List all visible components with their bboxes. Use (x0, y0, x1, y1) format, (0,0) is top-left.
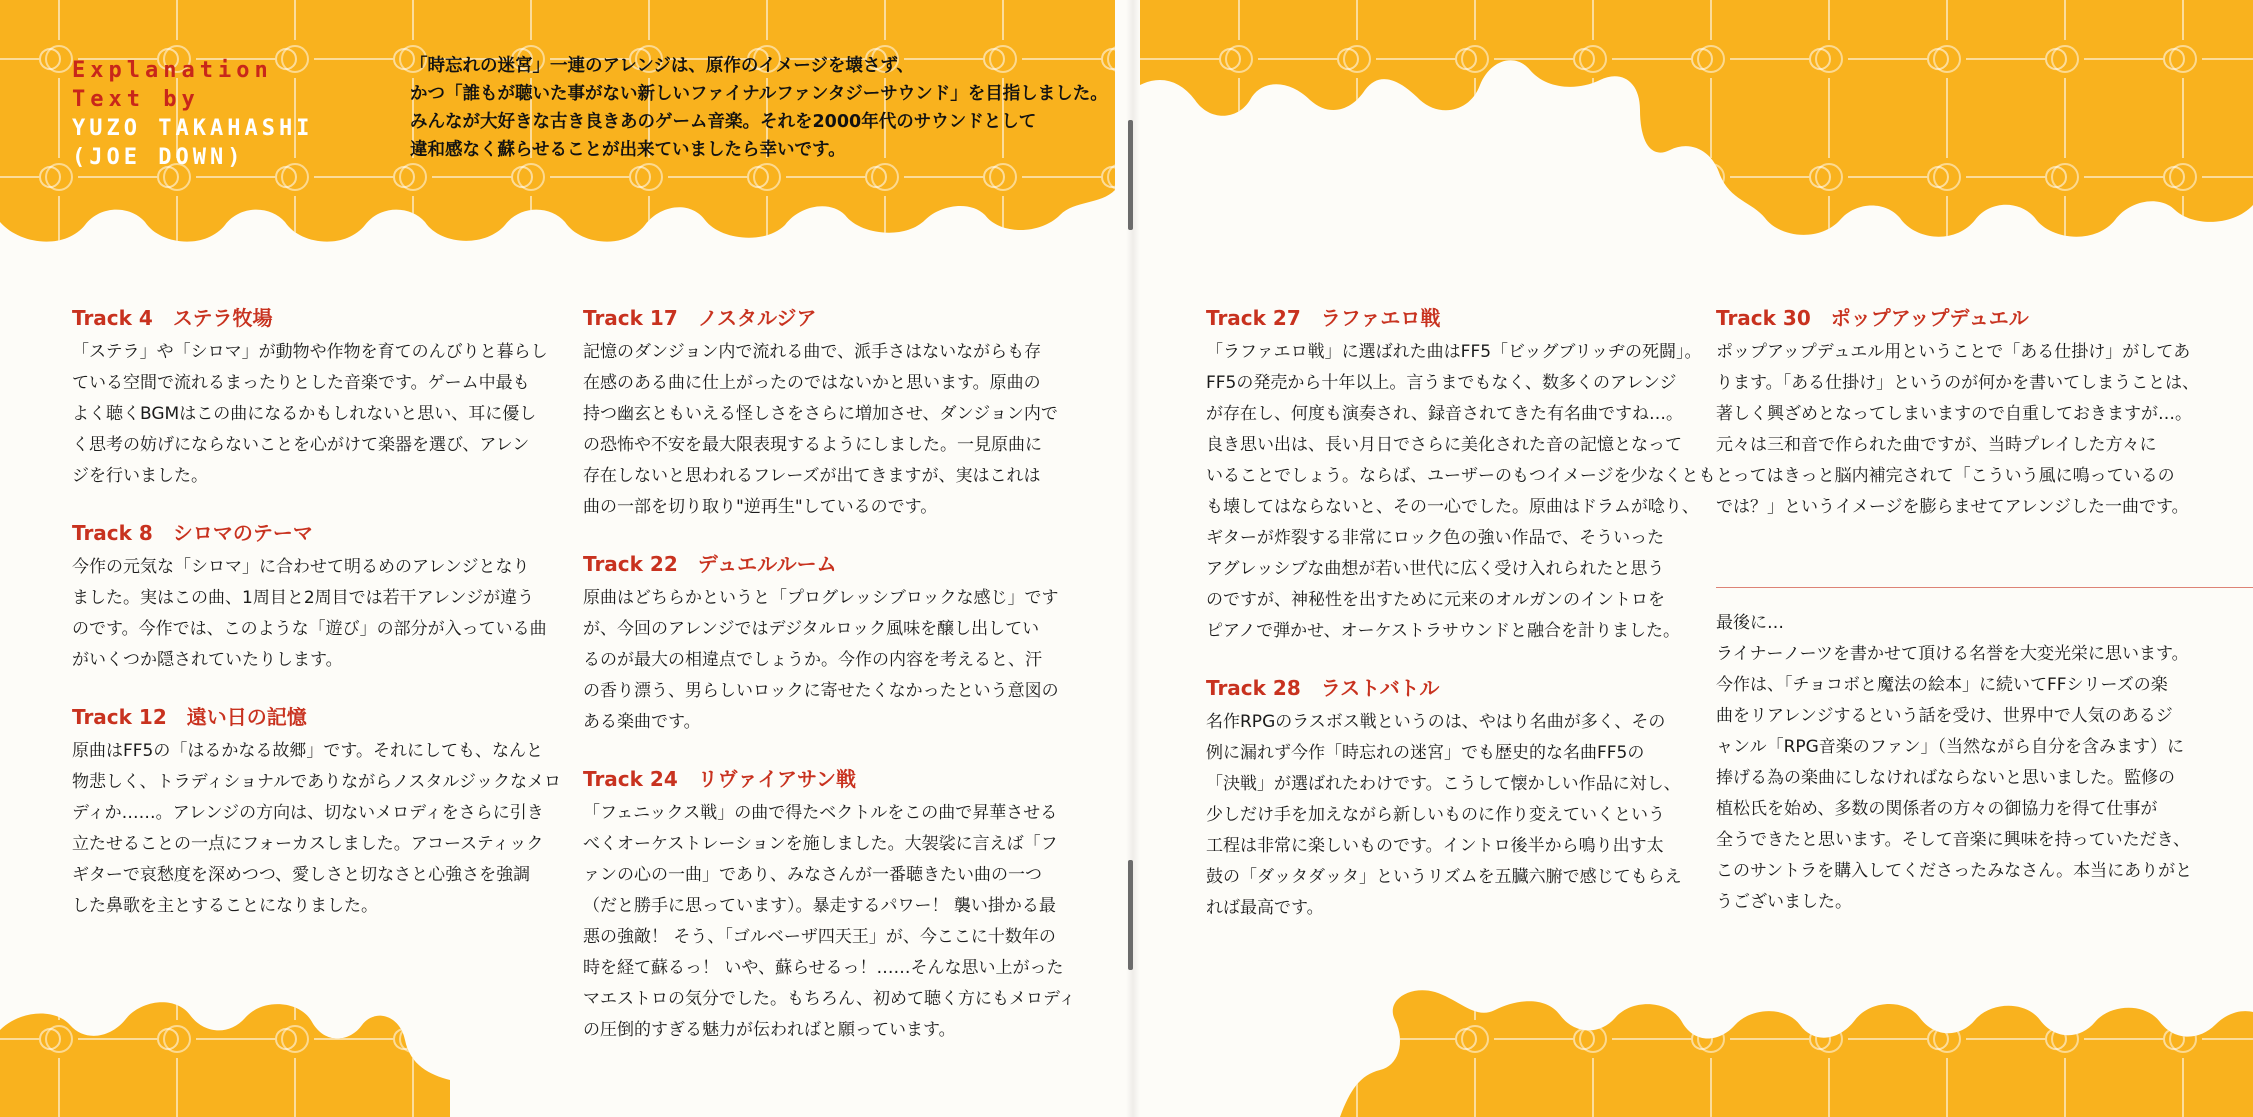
note-line: 著しく興ざめとなってしまいますので自重しておきますが…。 (1716, 404, 2192, 424)
note-line: ギターで哀愁度を深めつつ、愛しさと切なさと心強さを強調 (72, 865, 531, 885)
intro-line: 「時忘れの迷宮」一連のアレンジは、原作のイメージを壊さず、 (410, 56, 914, 76)
note-line: うございました。 (1716, 892, 1852, 912)
note-line: 時を経て蘇るっ！ いや、蘇らせるっ！……そんな思い上がった (583, 958, 1064, 978)
note-line: るのが最大の相違点でしょうか。今作の内容を考えると、汗 (583, 650, 1042, 670)
track-note (1206, 675, 1716, 924)
note-line: 原曲はどちらかというと「プログレッシブロックな感じ」です (583, 588, 1059, 608)
note-line: 「決戦」が選ばれたわけです。こうして懐かしい作品に対し、 (1206, 774, 1681, 794)
note-line: 例に漏れず今作「時忘れの迷宮」でも歴史的な名曲FF5の (1206, 743, 1645, 763)
track-heading: Track 12 遠い日の記憶 (72, 705, 307, 729)
note-line: 今作の元気な「シロマ」に合わせて明るめのアレンジとなり (72, 557, 530, 577)
note-line: ジを行いました。 (72, 466, 208, 486)
note-line: 物悲しく、トラディショナルでありながらノスタルジックなメロ (72, 772, 562, 792)
notes-column-1 (72, 305, 561, 950)
section-divider (1716, 587, 2253, 588)
track-note (1206, 305, 1716, 647)
note-line: 立たせることの一点にフォーカスしました。アコースティック (72, 834, 544, 854)
note-line: ります。「ある仕掛け」というのが何かを書いてしまうことは、 (1716, 373, 2200, 393)
note-line: 在感のある曲に仕上がったのではないかと思います。原曲の (583, 373, 1041, 393)
note-line: 植松氏を始め、多数の関係者の方々の御協力を得て仕事が (1716, 799, 2158, 819)
track-note (583, 766, 1076, 1046)
note-line: （だと勝手に思っています）。暴走するパワー！ 襲い掛かる最 (583, 896, 1056, 916)
author-credit (72, 56, 313, 172)
note-line: 全うできたと思います。そして音楽に興味を持っていただき、 (1716, 830, 2190, 850)
track-note (72, 520, 561, 676)
note-line: マエストロの気分でした。もちろん、初めて聴く方にもメロディ (583, 989, 1076, 1009)
note-line: 良き思い出は、長い月日でさらに美化された音の記憶となって (1206, 435, 1682, 455)
note-line: ライナーノーツを書かせて頂ける名誉を大変光栄に思います。 (1716, 644, 2189, 664)
note-line: ている空間で流れるまったりとした音楽です。ゲーム中最も (72, 373, 530, 393)
track-note (1716, 305, 2253, 523)
track-note (72, 305, 561, 492)
note-line: のですが、神秘性を出すために元来のオルガンのイントロを (1206, 590, 1665, 610)
note-line: 「フェニックス戦」の曲で得たベクトルをこの曲で昇華させる (583, 803, 1058, 823)
credit-line: Explanation (72, 58, 273, 83)
note-line: ある楽曲です。 (583, 712, 701, 732)
intro-text (410, 52, 1110, 164)
note-line: ピアノで弾かせ、オーケストラサウンドと融合を計りました。 (1206, 621, 1680, 641)
note-line: では？」というイメージを膨らませてアレンジした一曲です。 (1716, 497, 2189, 517)
note-line: 工程は非常に楽しいものです。イントロ後半から鳴り出す太 (1206, 836, 1664, 856)
note-line: のです。今作では、このような「遊び」の部分が入っている曲 (72, 619, 547, 639)
track-heading: Track 8 シロマのテーマ (72, 521, 313, 545)
note-line: も壊してはならないと、その一心でした。原曲はドラムが唸り、 (1206, 497, 1699, 517)
note-line: 元々は三和音で作られた曲ですが、当時プレイした方々に (1716, 435, 2157, 455)
note-line: ャンル「RPG音楽のファン」（当然ながら自分を含みます）に (1716, 737, 2184, 757)
closing-note (1716, 608, 2253, 918)
note-line: ました。実はこの曲、1周目と2周目では若干アレンジが違う (72, 588, 535, 608)
note-line: アグレッシブな曲想が若い世代に広く受け入れられたと思う (1206, 559, 1665, 579)
note-line: が、今回のアレンジではデジタルロック風味を醸し出してい (583, 619, 1040, 639)
notes-column-2 (583, 305, 1076, 1074)
intro-line: 違和感なく蘇らせることが出来ていましたら幸いです。 (410, 140, 846, 160)
note-line: の香り漂う、男らしいロックに寄せたくなかったという意図の (583, 681, 1059, 701)
note-line: がいくつか隠されていたりします。 (72, 650, 343, 670)
note-line: 曲をリアレンジするという話を受け、世界中で人気のあるジ (1716, 706, 2173, 726)
closing-title: 最後に… (1716, 613, 1784, 633)
track-heading: Track 24 リヴァイアサン戦 (583, 767, 856, 791)
note-line: 捧げる為の楽曲にしなければならないと思いました。監修の (1716, 768, 2175, 788)
track-note (583, 551, 1076, 738)
note-line: 記憶のダンジョン内で流れる曲で、派手さはないながらも存 (583, 342, 1042, 362)
note-line: れば最高です。 (1206, 898, 1324, 918)
note-line: ディか……。アレンジの方向は、切ないメロディをさらに引き (72, 803, 544, 823)
note-line: 悪の強敵！ そう、「ゴルベーザ四天王」が、今ここに十数年の (583, 927, 1056, 947)
note-line: 今作は、「チョコボと魔法の絵本」に続いてFFシリーズの楽 (1716, 675, 2168, 695)
note-line: 曲の一部を切り取り"逆再生"しているのです。 (583, 497, 938, 517)
note-line: 「ラファエロ戦」に選ばれた曲はFF5「ビッグブリッヂの死闘」。 (1206, 342, 1702, 362)
track-heading: Track 27 ラファエロ戦 (1206, 306, 1441, 330)
note-line: 少しだけ手を加えながら新しいものに作り変えていくという (1206, 805, 1665, 825)
notes-column-3 (1206, 305, 1716, 952)
track-heading: Track 30 ポップアップデュエル (1716, 306, 2029, 330)
note-line: FF5の発売から十年以上。言うまでもなく、数多くのアレンジ (1206, 373, 1677, 393)
note-line: 持つ幽玄ともいえる怪しさをさらに増加させ、ダンジョン内で (583, 404, 1058, 424)
note-line: 原曲はFF5の「はるかなる故郷」です。それにしても、なんと (72, 741, 544, 761)
track-note (72, 704, 561, 922)
notes-column-4 (1716, 305, 2253, 918)
credit-author-name: YUZO TAKAHASHI (72, 116, 314, 141)
note-line: ァンの心の一曲」であり、みなさんが一番聴きたい曲の一つ (583, 865, 1042, 885)
note-line: 「ステラ」や「シロマ」が動物や作物を育てのんびりと暮らし (72, 342, 548, 362)
note-line: 名作RPGのラスボス戦というのは、やはり名曲が多く、その (1206, 712, 1666, 732)
note-line: の圧倒的すぎる魅力が伝わればと願っています。 (583, 1020, 956, 1040)
note-line: このサントラを購入してくださったみなさん。本当にありがと (1716, 861, 2193, 881)
note-line: よく聴くBGMはこの曲になるかもしれないと思い、耳に優し (72, 404, 537, 424)
track-heading: Track 4 ステラ牧場 (72, 306, 273, 330)
credit-author-alias: (JOE DOWN) (72, 145, 245, 170)
intro-line: みんなが大好きな古き良きあのゲーム音楽。それを2000年代のサウンドとして (410, 112, 1037, 132)
note-line: した鼻歌を主とすることになりました。 (72, 896, 378, 916)
track-heading: Track 28 ラストバトル (1206, 676, 1440, 700)
note-line: いることでしょう。ならば、ユーザーのもつイメージを少なくとも (1206, 466, 1716, 486)
note-line: べくオーケストレーションを施しました。大袈裟に言えば「フ (583, 834, 1058, 854)
note-line: ギターが炸裂する非常にロック色の強い作品で、そういった (1206, 528, 1665, 548)
note-line: が存在し、何度も演奏され、録音されてきた有名曲ですね…。 (1206, 404, 1684, 424)
intro-line: かつ「誰もが聴いた事がない新しいファイナルファンタジーサウンド」を目指しました。 (410, 84, 1108, 104)
credit-line: Text by (72, 87, 200, 112)
staple-bottom (1128, 860, 1133, 970)
note-line: ポップアップデュエル用ということで「ある仕掛け」がしてあ (1716, 342, 2191, 362)
note-line: く思考の妨げにならないことを心がけて楽器を選び、アレン (72, 435, 530, 455)
note-line: の恐怖や不安を最大限表現するようにしました。一見原曲に (583, 435, 1042, 455)
note-line: とってはきっと脳内補完されて「こういう風に鳴っているの (1716, 466, 2175, 486)
note-line: 鼓の「ダッタダッタ」というリズムを五臓六腑で感じてもらえ (1206, 867, 1682, 887)
track-heading: Track 22 デュエルルーム (583, 552, 837, 576)
note-line: 存在しないと思われるフレーズが出てきますが、実はこれは (583, 466, 1041, 486)
track-note (583, 305, 1076, 523)
track-heading: Track 17 ノスタルジア (583, 306, 817, 330)
staple-top (1128, 120, 1133, 230)
